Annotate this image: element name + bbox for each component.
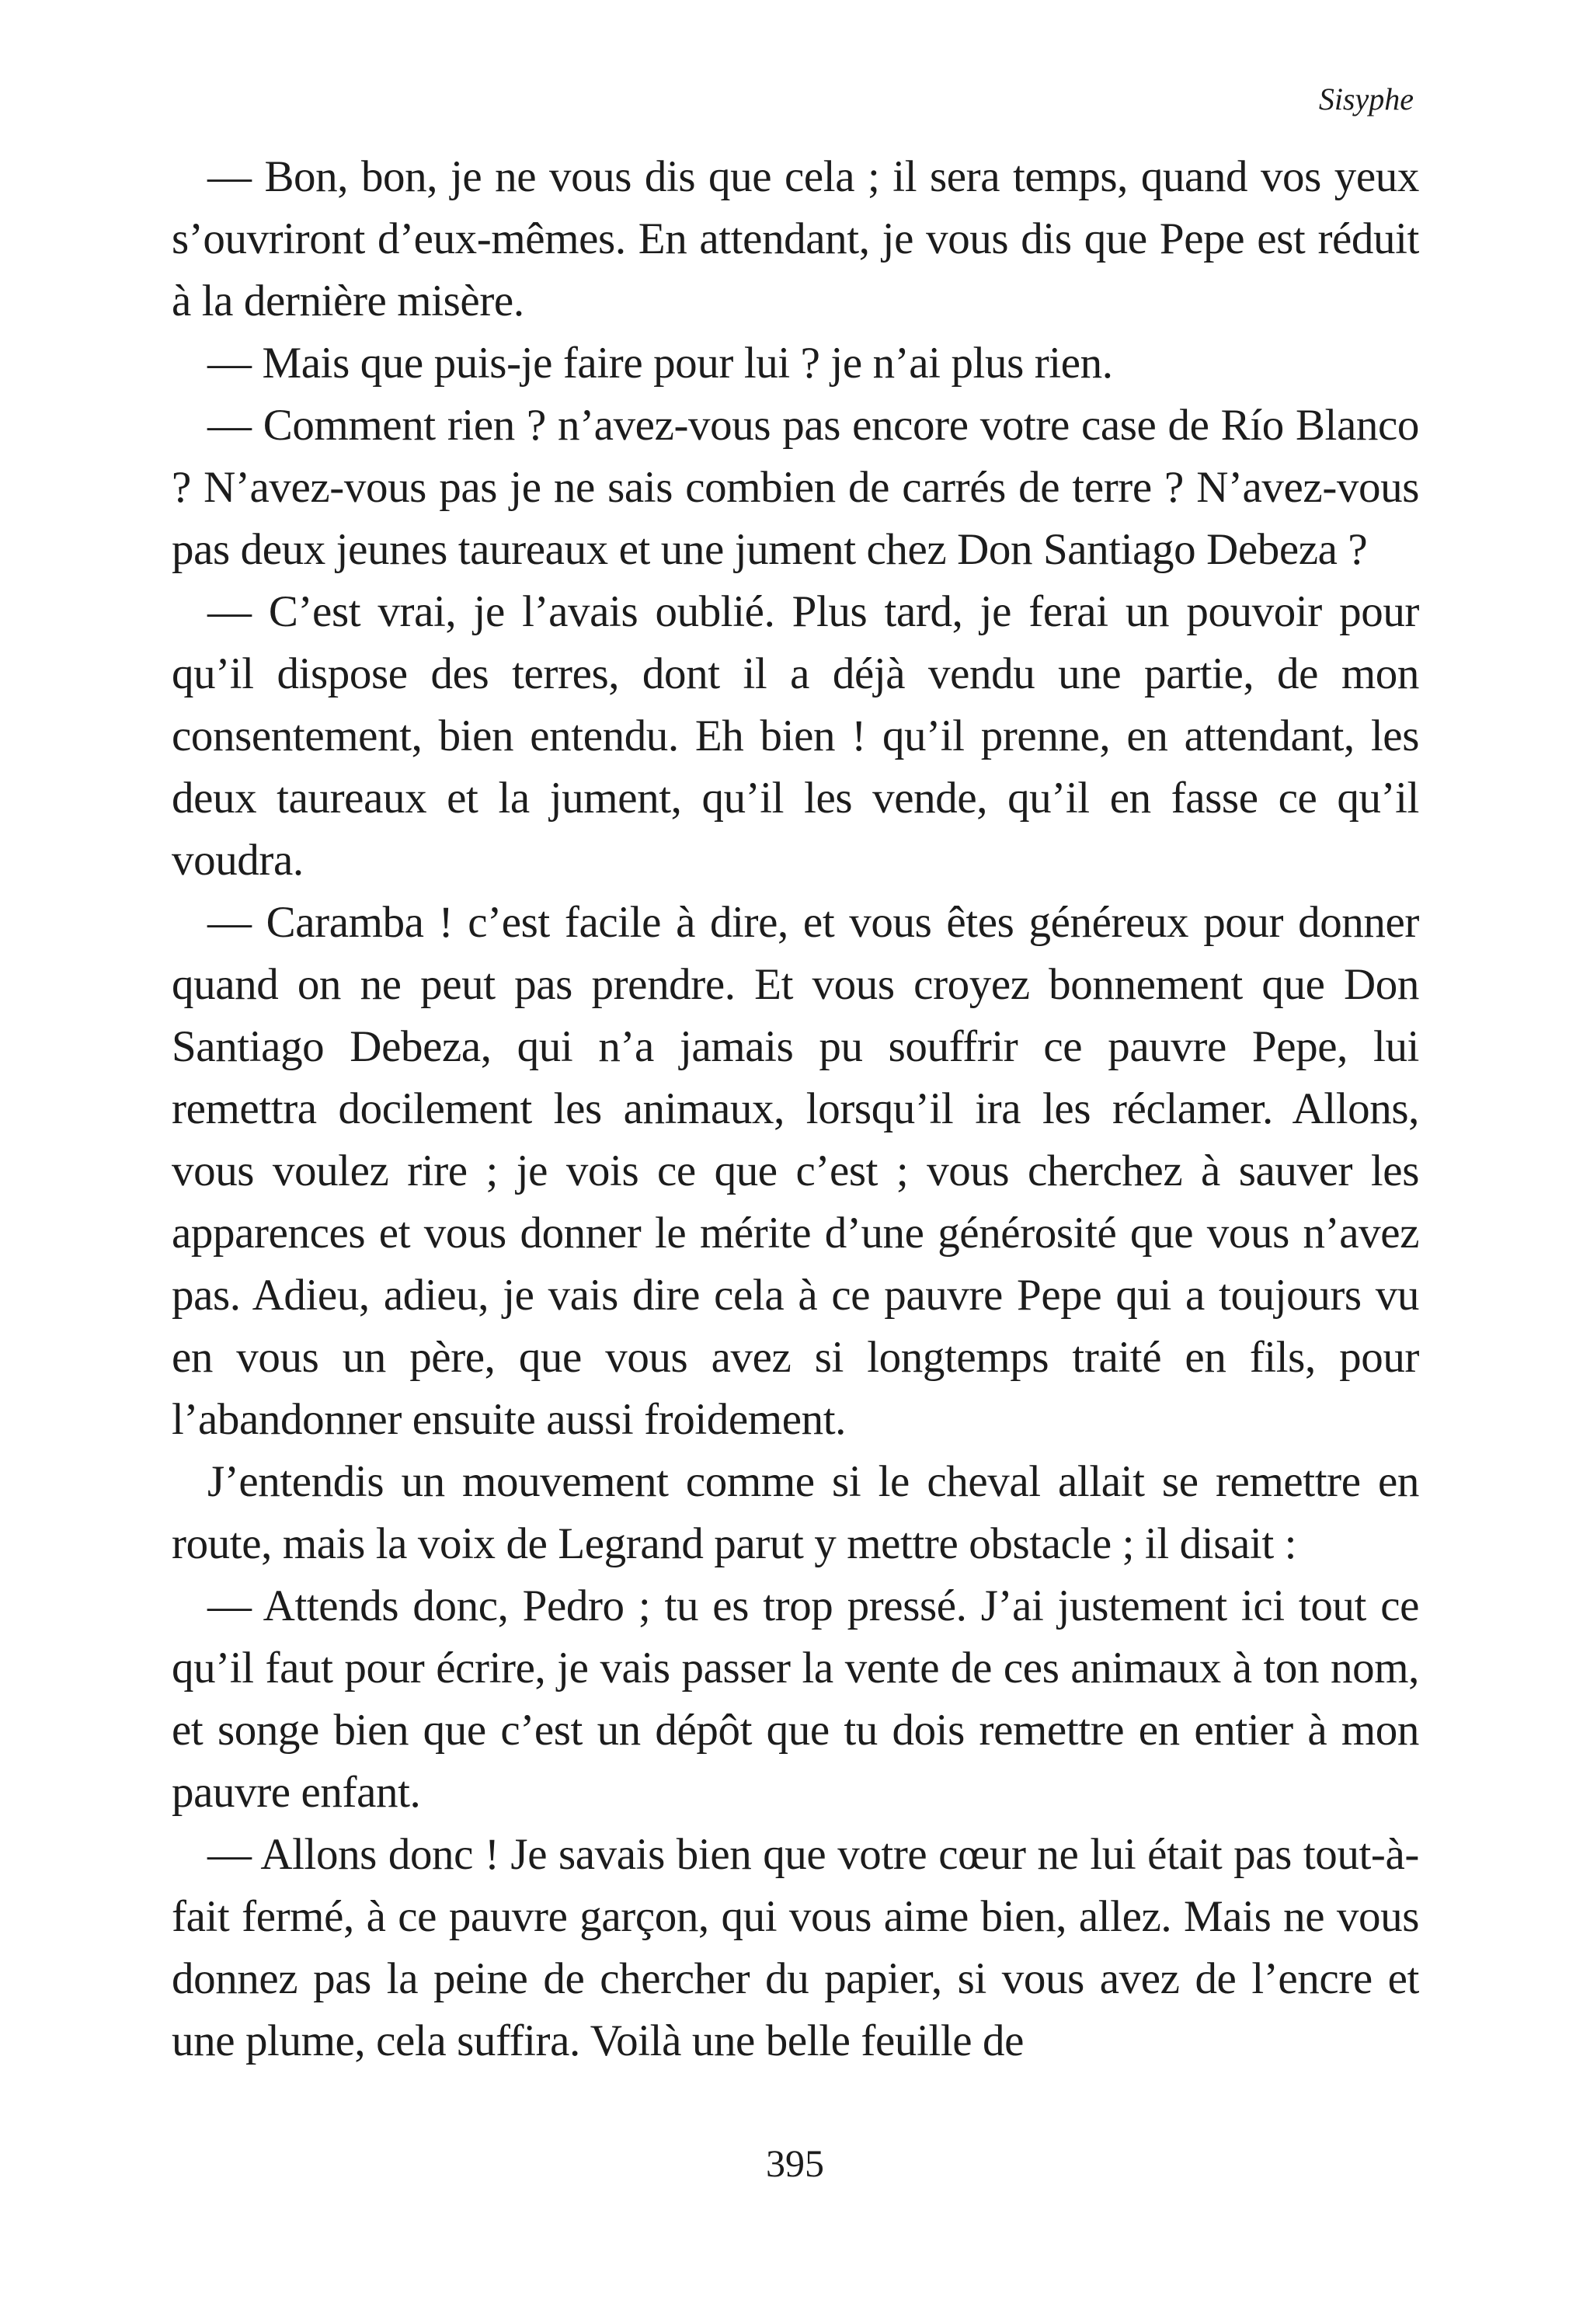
page-number: 395: [766, 2141, 824, 2185]
paragraph-4: — C’est vrai, je l’avais oublié. Plus tard, je ferai un pouvoir pour qu’il dispose des terres, dont il a déjà vendu une partie, de mon consentement, bien entendu. Eh bien ! qu’il prenne, en attendant, les deux taureaux et la jument, qu’il les vende, qu’il en fasse ce qu’il voudra.: [172, 587, 1419, 885]
paragraph-1: — Bon, bon, je ne vous dis que cela ; il sera temps, quand vos yeux s’ouvriront d’eux-mêmes. En attendant, je vous dis que Pepe est réduit à la dernière misère.: [172, 152, 1419, 325]
paragraph-7: — Attends donc, Pedro ; tu es trop pressé. J’ai justement ici tout ce qu’il faut pour écrire, je vais passer la vente de ces animaux à ton nom, et songe bien que c’est un dépôt que tu dois remettre en entier à mon pauvre enfant.: [172, 1581, 1419, 1817]
paragraph-2: — Mais que puis-je faire pour lui ? je n’ai plus rien.: [207, 339, 1113, 388]
running-header: Sisyphe: [1318, 82, 1414, 117]
paragraph-3: — Comment rien ? n’avez-vous pas encore votre case de Río Blanco ? N’avez-vous pas je ne sais combien de carrés de terre ? N’avez-vous pas deux jeunes taureaux et une jument chez Don Santiago Debeza ?: [172, 401, 1419, 574]
paragraph-8: — Allons donc ! Je savais bien que votre cœur ne lui était pas tout-à-fait fermé, à ce pauvre garçon, qui vous aime bien, allez. Mais ne vous donnez pas la peine de chercher du papier, si vous avez de l’encre et une plume, cela suffira. Voilà une belle feuille de: [172, 1830, 1419, 2065]
paragraph-6: J’entendis un mouvement comme si le cheval allait se remettre en route, mais la voix de Legrand parut y mettre obstacle ; il disait :: [172, 1457, 1419, 1568]
paragraph-5: — Caramba ! c’est facile à dire, et vous êtes généreux pour donner quand on ne peut pas prendre. Et vous croyez bonnement que Don Santiago Debeza, qui n’a jamais pu souffrir ce pauvre Pepe, lui remettra docilement les animaux, lorsqu’il ira les réclamer. Allons, vous voulez rire ; je vois ce que c’est ; vous cherchez à sauver les apparences et vous donner le mérite d’une générosité que vous n’avez pas. Adieu, adieu, je vais dire cela à ce pauvre Pepe qui a toujours vu en vous un père, que vous avez si longtemps traité en fils, pour l’abandonner ensuite aussi froidement.: [172, 898, 1419, 1444]
page-body: [172, 146, 1419, 2072]
